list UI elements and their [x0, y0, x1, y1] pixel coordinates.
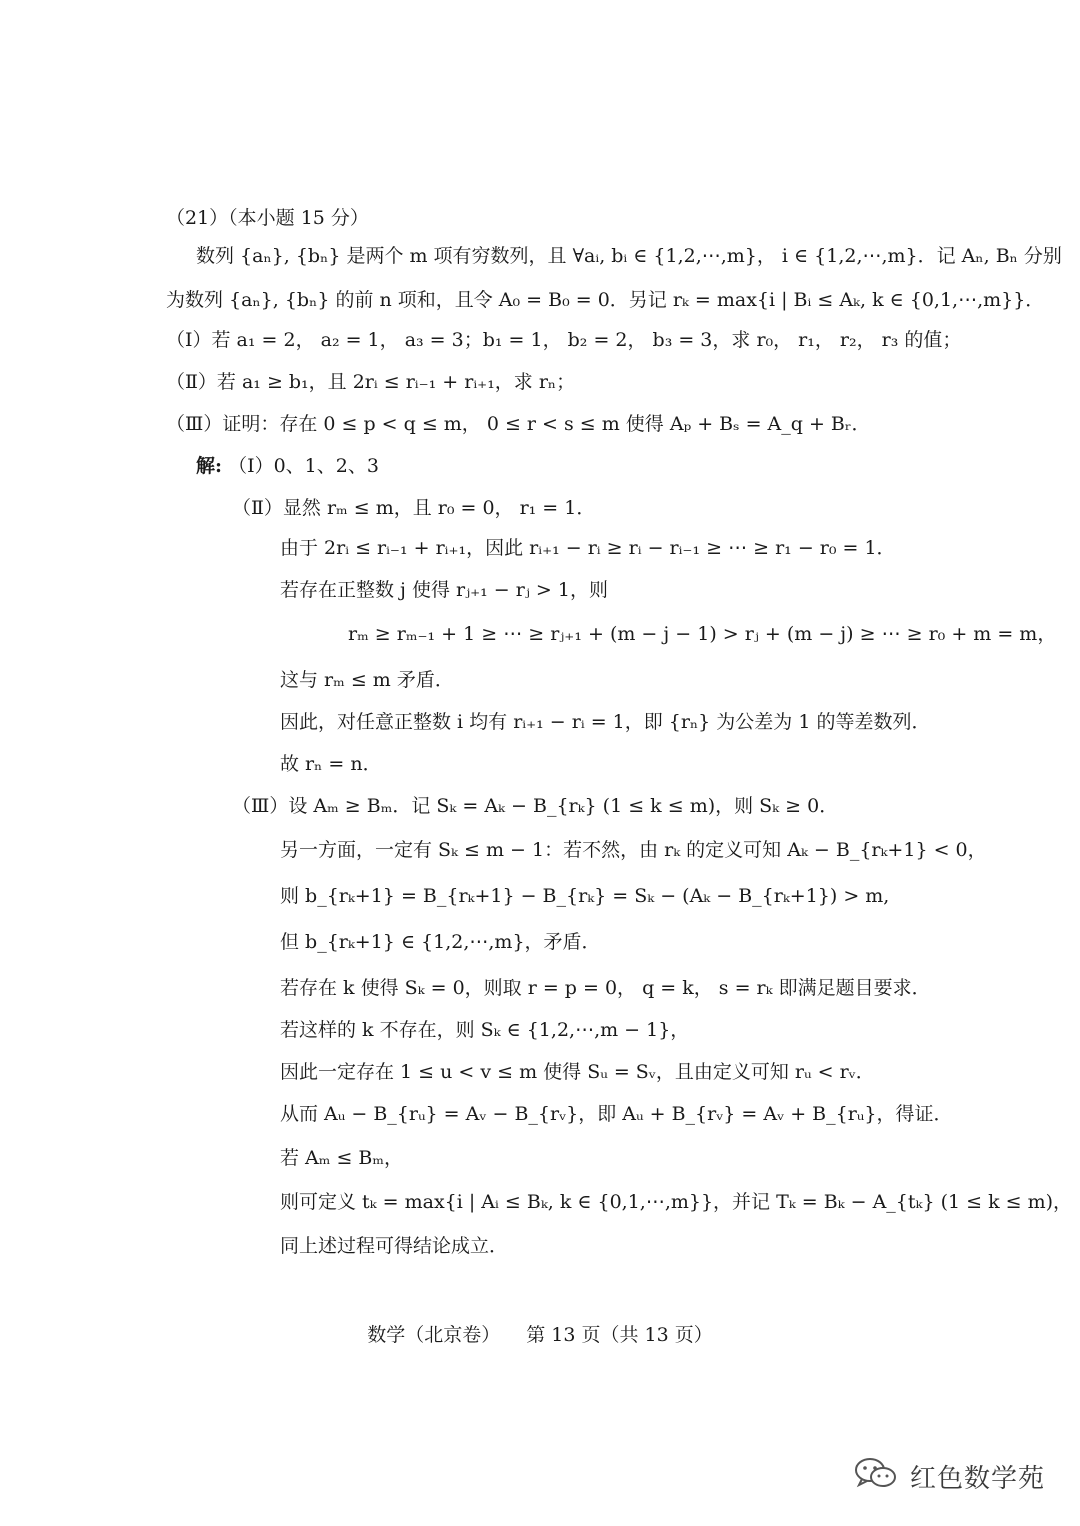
solution-2-line-4: rₘ ≥ rₘ₋₁ + 1 ≥ ⋯ ≥ rⱼ₊₁ + (m − j − 1) > rⱼ + (m − j) ≥ ⋯ ≥ r₀ + m = m，	[348, 623, 1057, 645]
solution-3-line-4: 但 b_{rₖ+1} ∈ {1,2,⋯,m}，矛盾．	[280, 931, 601, 953]
watermark-text: 红色数学苑	[910, 1464, 1046, 1494]
solution-3-line-10: 则可定义 tₖ = max{i | Aᵢ ≤ Bₖ, k ∈ {0,1,⋯,m}}，并记 Tₖ = Bₖ − A_{tₖ} (1 ≤ k ≤ m)，	[280, 1191, 1073, 1213]
solution-2-line-7: 故 rₙ = n．	[280, 753, 382, 775]
problem-heading: （21）（本小题 15 分）	[166, 207, 369, 229]
problem-intro-line-1: 数列 {aₙ}, {bₙ} 是两个 m 项有穷数列，且 ∀aᵢ, bᵢ ∈ {1,2,⋯,m}， i ∈ {1,2,⋯,m}．记 Aₙ, Bₙ 分别	[196, 245, 1062, 267]
problem-part-3: （Ⅲ）证明：存在 0 ≤ p < q ≤ m， 0 ≤ r < s ≤ m 使得 Aₚ + Bₛ = A_q + Bᵣ．	[166, 413, 871, 435]
solution-answer-1: （Ⅰ）0、1、2、3	[228, 455, 379, 477]
problem-part-2: （Ⅱ）若 a₁ ≥ b₁，且 2rᵢ ≤ rᵢ₋₁ + rᵢ₊₁，求 rₙ；	[166, 371, 576, 393]
solution-3-line-5: 若存在 k 使得 Sₖ = 0，则取 r = p = 0， q = k， s = rₖ 即满足题目要求．	[280, 977, 931, 999]
solution-3-line-2: 另一方面，一定有 Sₖ ≤ m − 1：若不然，由 rₖ 的定义可知 Aₖ − B_{rₖ+1} < 0，	[280, 839, 987, 861]
solution-3-line-7: 因此一定存在 1 ≤ u < v ≤ m 使得 Sᵤ = Sᵥ，且由定义可知 rᵤ < rᵥ．	[280, 1061, 875, 1083]
solution-2-line-3: 若存在正整数 j 使得 rⱼ₊₁ − rⱼ > 1，则	[280, 579, 608, 601]
footer-subject: 数学（北京卷）	[367, 1324, 501, 1346]
solution-3-line-11: 同上述过程可得结论成立．	[280, 1235, 509, 1257]
page-footer	[0, 1320, 1080, 1347]
solution-2-line-6: 因此，对任意正整数 i 均有 rᵢ₊₁ − rᵢ = 1，即 {rₙ} 为公差为 1 的等差数列．	[280, 711, 931, 733]
solution-3-line-8: 从而 Aᵤ − B_{rᵤ} = Aᵥ − B_{rᵥ}，即 Aᵤ + B_{rᵥ} = Aᵥ + B_{rᵤ}，得证．	[280, 1103, 953, 1125]
solution-2-line-5: 这与 rₘ ≤ m 矛盾．	[280, 669, 454, 691]
footer-page-number: 第 13 页（共 13 页）	[526, 1324, 713, 1346]
solution-3-line-3: 则 b_{rₖ+1} = B_{rₖ+1} − B_{rₖ} = Sₖ − (Aₖ − B_{rₖ+1}) > m,	[280, 885, 890, 907]
solution-2-line-1: （Ⅱ）显然 rₘ ≤ m，且 r₀ = 0， r₁ = 1．	[232, 497, 596, 519]
solution-3-line-9: 若 Aₘ ≤ Bₘ，	[280, 1147, 404, 1169]
wechat-icon	[848, 1454, 904, 1494]
solution-2-line-2: 由于 2rᵢ ≤ rᵢ₋₁ + rᵢ₊₁，因此 rᵢ₊₁ − rᵢ ≥ rᵢ − rᵢ₋₁ ≥ ⋯ ≥ r₁ − r₀ = 1．	[280, 537, 896, 559]
problem-part-1: （Ⅰ）若 a₁ = 2， a₂ = 1， a₃ = 3；b₁ = 1， b₂ = 2， b₃ = 3，求 r₀， r₁， r₂， r₃ 的值；	[166, 329, 962, 351]
problem-intro-line-2: 为数列 {aₙ}, {bₙ} 的前 n 项和，且令 A₀ = B₀ = 0．另记 rₖ = max{i | Bᵢ ≤ Aₖ, k ∈ {0,1,⋯,m}}．	[166, 289, 1045, 311]
solution-3-line-6: 若这样的 k 不存在，则 Sₖ ∈ {1,2,⋯,m − 1}，	[280, 1019, 690, 1041]
solution-block	[196, 452, 379, 480]
solution-3-line-1: （Ⅲ）设 Aₘ ≥ Bₘ．记 Sₖ = Aₖ − B_{rₖ} (1 ≤ k ≤ m)，则 Sₖ ≥ 0．	[232, 795, 839, 817]
solution-label: 解:	[196, 455, 223, 477]
